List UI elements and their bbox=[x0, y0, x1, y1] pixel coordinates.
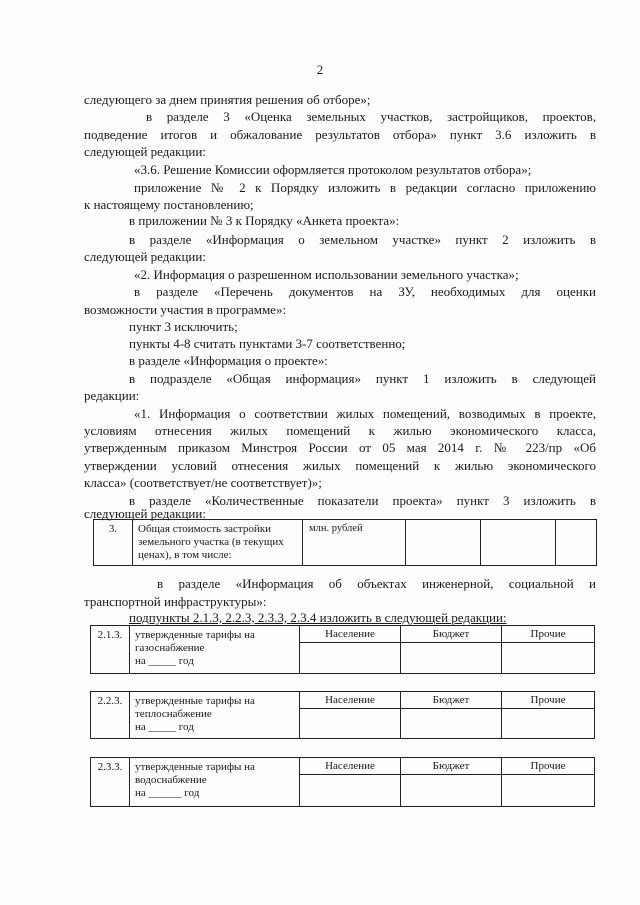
text-line: подпункты 2.1.3, 2.2.3, 2.3.3, 2.3.4 изложить в следующей редакции: bbox=[129, 610, 507, 625]
text-line: в разделе «Количественные показатели проекта» пункт 3 изложить в bbox=[129, 493, 596, 508]
cost-row-number: 3. bbox=[94, 520, 133, 566]
cost-row-description: Общая стоимость застройки земельного участка (в текущих ценах), в том числе: bbox=[133, 520, 303, 566]
table-cell bbox=[300, 643, 401, 674]
tariff-table-gas bbox=[90, 625, 595, 674]
cost-row-unit: млн. рублей bbox=[303, 520, 406, 566]
column-header-budget: Бюджет bbox=[401, 626, 502, 643]
column-header-population: Население bbox=[300, 758, 401, 775]
table-cell bbox=[502, 709, 595, 739]
tariff-desc-line: водоснабжение bbox=[135, 774, 207, 786]
column-header-population: Население bbox=[300, 692, 401, 709]
tariff-number: 2.1.3. bbox=[91, 626, 130, 674]
text-line: в разделе «Информация об объектах инженерной, социальной и bbox=[157, 576, 596, 591]
text-line: в разделе 3 «Оценка земельных участков, застройщиков, проектов, bbox=[146, 109, 596, 124]
text-line: в разделе «Информация о земельном участке» пункт 2 изложить в bbox=[129, 232, 596, 247]
table-cell bbox=[556, 520, 597, 566]
column-header-budget: Бюджет bbox=[401, 758, 502, 775]
text-line: «3.6. Решение Комиссии оформляется протоколом результатов отбора»; bbox=[134, 162, 532, 177]
tariff-desc-line: утвержденные тарифы на bbox=[135, 629, 255, 641]
tariff-desc-line: утвержденные тарифы на bbox=[135, 695, 255, 707]
tariff-desc-line: газоснабжение bbox=[135, 642, 205, 654]
text-line: «1. Информация о соответствии жилых помещений, возводимых в проекте, bbox=[134, 406, 596, 421]
column-header-other: Прочие bbox=[502, 626, 595, 643]
text-line: пункты 4-8 считать пунктами 3-7 соответственно; bbox=[129, 336, 406, 351]
text-line: приложение № 2 к Порядку изложить в редакции согласно приложению bbox=[134, 180, 596, 195]
text-line: в подразделе «Общая информация» пункт 1 изложить в следующей bbox=[129, 371, 596, 386]
tariff-desc-line: на ______ год bbox=[135, 787, 200, 799]
tariff-number: 2.2.3. bbox=[91, 692, 130, 739]
text-line: следующего за днем принятия решения об отборе»; bbox=[84, 92, 371, 107]
table-cell bbox=[406, 520, 481, 566]
text-line: «2. Информация о разрешенном использовании земельного участка»; bbox=[134, 267, 519, 282]
text-line: редакции: bbox=[84, 388, 140, 403]
table-cell bbox=[300, 775, 401, 807]
text-line: следующей редакции: bbox=[84, 249, 206, 264]
text-line: в разделе «Перечень документов на ЗУ, необходимых для оценки bbox=[134, 284, 596, 299]
text-line: класса» (соответствует/не соответствует)»; bbox=[84, 475, 322, 490]
table-cell bbox=[300, 709, 401, 739]
cost-table bbox=[93, 519, 597, 566]
tariff-description bbox=[130, 758, 300, 807]
text-line: следующей редакции: bbox=[84, 144, 206, 159]
text-line: утверждении условий отнесения жилых помещений к жилью экономического bbox=[84, 458, 596, 473]
column-header-other: Прочие bbox=[502, 692, 595, 709]
tariff-desc-line: теплоснабжение bbox=[135, 708, 212, 720]
table-cell bbox=[401, 709, 502, 739]
text-line: в разделе «Информация о проекте»: bbox=[129, 353, 328, 368]
tariff-description bbox=[130, 626, 300, 674]
text-line: возможности участия в программе»: bbox=[84, 302, 287, 317]
page-number: 2 bbox=[316, 62, 324, 77]
table-cell bbox=[502, 775, 595, 807]
text-line: пункт 3 исключить; bbox=[129, 319, 238, 334]
column-header-population: Население bbox=[300, 626, 401, 643]
text-line: транспортной инфраструктуры»: bbox=[84, 594, 267, 609]
table-cell bbox=[401, 775, 502, 807]
tariff-table-heat bbox=[90, 691, 595, 739]
text-line: утвержденным приказом Минстроя России от 05 мая 2014 г. № 223/пр «Об bbox=[84, 440, 596, 455]
text-line: в приложении № 3 к Порядку «Анкета проекта»: bbox=[129, 213, 400, 228]
text-line: к настоящему постановлению; bbox=[84, 197, 254, 212]
table-cell bbox=[401, 643, 502, 674]
column-header-other: Прочие bbox=[502, 758, 595, 775]
tariff-number: 2.3.3. bbox=[91, 758, 130, 807]
column-header-budget: Бюджет bbox=[401, 692, 502, 709]
tariff-description bbox=[130, 692, 300, 739]
tariff-desc-line: на _____ год bbox=[135, 655, 194, 667]
text-line: подведение итогов и обжалование результатов отбора» пункт 3.6 изложить в bbox=[84, 127, 596, 142]
tariff-desc-line: утвержденные тарифы на bbox=[135, 761, 255, 773]
table-cell bbox=[481, 520, 556, 566]
text-line: следующей редакции: bbox=[84, 506, 206, 521]
tariff-desc-line: на _____ год bbox=[135, 721, 194, 733]
tariff-table-water bbox=[90, 757, 595, 807]
text-line: условиям отнесения жилых помещений к жилью экономического класса, bbox=[84, 423, 596, 438]
table-cell bbox=[502, 643, 595, 674]
